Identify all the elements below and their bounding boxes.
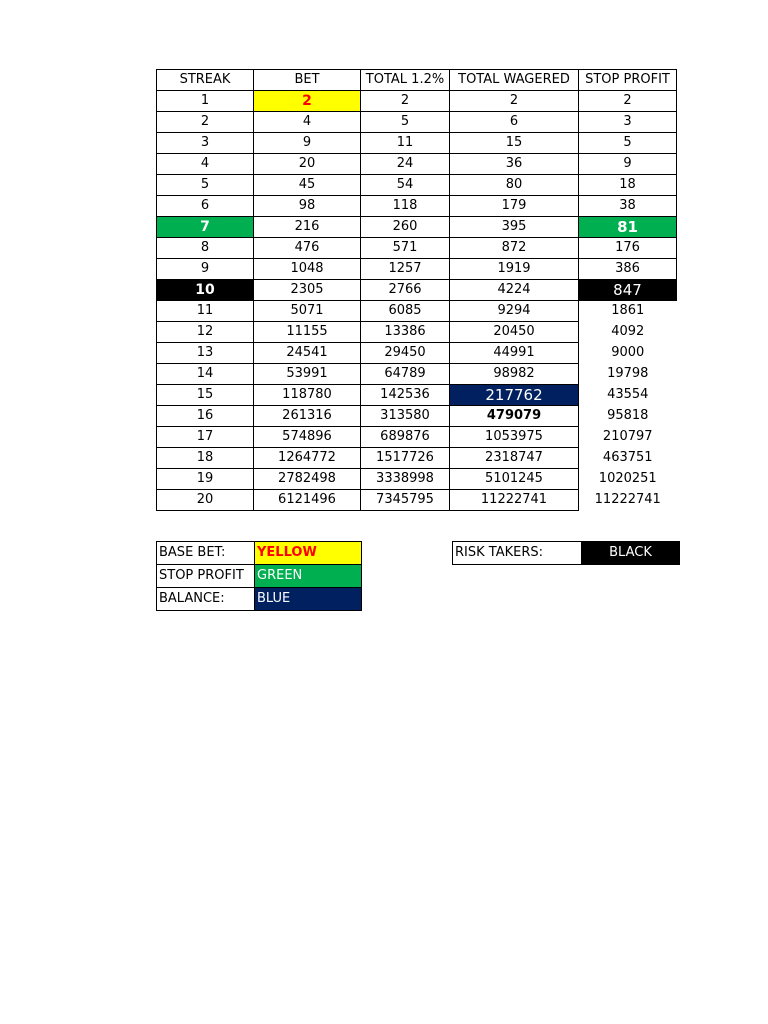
cell-stop-profit: 386 xyxy=(579,259,677,280)
table-row xyxy=(157,448,677,469)
table-row xyxy=(157,196,677,217)
cell-bet: 2 xyxy=(254,91,361,112)
cell-streak: 10 xyxy=(157,280,254,301)
cell-stop-profit: 847 xyxy=(579,280,677,301)
header-row xyxy=(157,70,677,91)
cell-total-percent: 313580 xyxy=(361,406,450,427)
table-row xyxy=(157,154,677,175)
cell-total-percent: 6085 xyxy=(361,301,450,322)
table-row xyxy=(157,238,677,259)
cell-bet: 53991 xyxy=(254,364,361,385)
cell-total-wagered: 2 xyxy=(450,91,579,112)
cell-total-wagered: 179 xyxy=(450,196,579,217)
cell-total-wagered: 217762 xyxy=(450,385,579,406)
table-row xyxy=(157,427,677,448)
cell-total-wagered: 80 xyxy=(450,175,579,196)
table-row xyxy=(157,364,677,385)
table-row xyxy=(157,343,677,364)
cell-bet: 216 xyxy=(254,217,361,238)
cell-total-percent: 1517726 xyxy=(361,448,450,469)
base-bet-label: BASE BET: xyxy=(157,542,255,565)
risk-takers-label: RISK TAKERS: xyxy=(453,542,582,565)
cell-total-percent: 2766 xyxy=(361,280,450,301)
cell-streak: 18 xyxy=(157,448,254,469)
cell-total-percent: 118 xyxy=(361,196,450,217)
cell-total-wagered: 1919 xyxy=(450,259,579,280)
cell-streak: 3 xyxy=(157,133,254,154)
cell-stop-profit: 18 xyxy=(579,175,677,196)
cell-total-percent: 689876 xyxy=(361,427,450,448)
table-row xyxy=(157,385,677,406)
cell-streak: 20 xyxy=(157,490,254,511)
legend-row-base-bet xyxy=(157,542,362,565)
header-streak: STREAK xyxy=(157,70,254,91)
cell-bet: 2305 xyxy=(254,280,361,301)
color-legend xyxy=(156,541,362,611)
table-row xyxy=(157,301,677,322)
cell-total-wagered: 395 xyxy=(450,217,579,238)
table-row xyxy=(157,91,677,112)
cell-bet: 5071 xyxy=(254,301,361,322)
cell-stop-profit: 176 xyxy=(579,238,677,259)
header-total-percent: TOTAL 1.2% xyxy=(361,70,450,91)
cell-total-wagered: 44991 xyxy=(450,343,579,364)
cell-stop-profit: 5 xyxy=(579,133,677,154)
table-row xyxy=(157,133,677,154)
cell-bet: 24541 xyxy=(254,343,361,364)
cell-total-wagered: 20450 xyxy=(450,322,579,343)
risk-takers-color: BLACK xyxy=(582,542,680,565)
cell-stop-profit: 3 xyxy=(579,112,677,133)
cell-streak: 17 xyxy=(157,427,254,448)
cell-streak: 19 xyxy=(157,469,254,490)
cell-total-percent: 571 xyxy=(361,238,450,259)
risk-legend xyxy=(452,541,680,565)
cell-stop-profit: 2 xyxy=(579,91,677,112)
cell-total-wagered: 98982 xyxy=(450,364,579,385)
cell-total-percent: 54 xyxy=(361,175,450,196)
cell-total-wagered: 1053975 xyxy=(450,427,579,448)
stop-profit-label: STOP PROFIT xyxy=(157,565,255,588)
cell-streak: 8 xyxy=(157,238,254,259)
cell-total-wagered: 5101245 xyxy=(450,469,579,490)
cell-stop-profit: 81 xyxy=(579,217,677,238)
legend-row-stop-profit xyxy=(157,565,362,588)
table-row xyxy=(157,217,677,238)
cell-bet: 98 xyxy=(254,196,361,217)
cell-bet: 45 xyxy=(254,175,361,196)
cell-stop-profit: 43554 xyxy=(579,385,677,406)
cell-stop-profit: 1861 xyxy=(579,301,677,322)
cell-bet: 1048 xyxy=(254,259,361,280)
cell-stop-profit: 210797 xyxy=(579,427,677,448)
cell-streak: 11 xyxy=(157,301,254,322)
cell-streak: 9 xyxy=(157,259,254,280)
balance-label: BALANCE: xyxy=(157,588,255,611)
cell-total-percent: 24 xyxy=(361,154,450,175)
cell-total-wagered: 15 xyxy=(450,133,579,154)
cell-total-percent: 3338998 xyxy=(361,469,450,490)
cell-streak: 2 xyxy=(157,112,254,133)
table-row xyxy=(157,322,677,343)
table-row xyxy=(157,112,677,133)
cell-total-wagered: 36 xyxy=(450,154,579,175)
cell-stop-profit: 38 xyxy=(579,196,677,217)
cell-streak: 5 xyxy=(157,175,254,196)
legend-row-balance xyxy=(157,588,362,611)
cell-bet: 118780 xyxy=(254,385,361,406)
cell-total-wagered: 479079 xyxy=(450,406,579,427)
cell-total-percent: 64789 xyxy=(361,364,450,385)
cell-total-percent: 7345795 xyxy=(361,490,450,511)
cell-stop-profit: 95818 xyxy=(579,406,677,427)
table-row xyxy=(157,280,677,301)
balance-color: BLUE xyxy=(255,588,362,611)
cell-total-wagered: 9294 xyxy=(450,301,579,322)
cell-streak: 6 xyxy=(157,196,254,217)
cell-total-percent: 142536 xyxy=(361,385,450,406)
cell-stop-profit: 463751 xyxy=(579,448,677,469)
cell-stop-profit: 11222741 xyxy=(579,490,677,511)
streak-table-body xyxy=(157,70,677,511)
cell-stop-profit: 19798 xyxy=(579,364,677,385)
table-row xyxy=(157,175,677,196)
cell-bet: 9 xyxy=(254,133,361,154)
cell-stop-profit: 9000 xyxy=(579,343,677,364)
cell-total-percent: 11 xyxy=(361,133,450,154)
cell-streak: 16 xyxy=(157,406,254,427)
cell-total-wagered: 872 xyxy=(450,238,579,259)
table-row xyxy=(157,490,677,511)
cell-streak: 4 xyxy=(157,154,254,175)
stop-profit-color: GREEN xyxy=(255,565,362,588)
table-row xyxy=(157,469,677,490)
cell-total-percent: 2 xyxy=(361,91,450,112)
cell-total-percent: 1257 xyxy=(361,259,450,280)
base-bet-color: YELLOW xyxy=(255,542,362,565)
cell-bet: 11155 xyxy=(254,322,361,343)
cell-total-percent: 5 xyxy=(361,112,450,133)
cell-total-wagered: 4224 xyxy=(450,280,579,301)
cell-total-percent: 260 xyxy=(361,217,450,238)
legend-row-risk xyxy=(453,542,680,565)
cell-streak: 15 xyxy=(157,385,254,406)
cell-bet: 4 xyxy=(254,112,361,133)
cell-total-wagered: 2318747 xyxy=(450,448,579,469)
cell-total-percent: 13386 xyxy=(361,322,450,343)
cell-total-percent: 29450 xyxy=(361,343,450,364)
cell-stop-profit: 1020251 xyxy=(579,469,677,490)
cell-streak: 13 xyxy=(157,343,254,364)
streak-table xyxy=(156,69,677,511)
cell-bet: 20 xyxy=(254,154,361,175)
cell-total-wagered: 6 xyxy=(450,112,579,133)
header-total-wagered: TOTAL WAGERED xyxy=(450,70,579,91)
header-stop-profit: STOP PROFIT xyxy=(579,70,677,91)
cell-stop-profit: 4092 xyxy=(579,322,677,343)
cell-bet: 1264772 xyxy=(254,448,361,469)
cell-stop-profit: 9 xyxy=(579,154,677,175)
table-row xyxy=(157,406,677,427)
cell-bet: 476 xyxy=(254,238,361,259)
cell-bet: 574896 xyxy=(254,427,361,448)
cell-streak: 1 xyxy=(157,91,254,112)
cell-total-wagered: 11222741 xyxy=(450,490,579,511)
cell-streak: 7 xyxy=(157,217,254,238)
cell-bet: 261316 xyxy=(254,406,361,427)
cell-streak: 12 xyxy=(157,322,254,343)
header-bet: BET xyxy=(254,70,361,91)
cell-streak: 14 xyxy=(157,364,254,385)
table-row xyxy=(157,259,677,280)
cell-bet: 2782498 xyxy=(254,469,361,490)
cell-bet: 6121496 xyxy=(254,490,361,511)
